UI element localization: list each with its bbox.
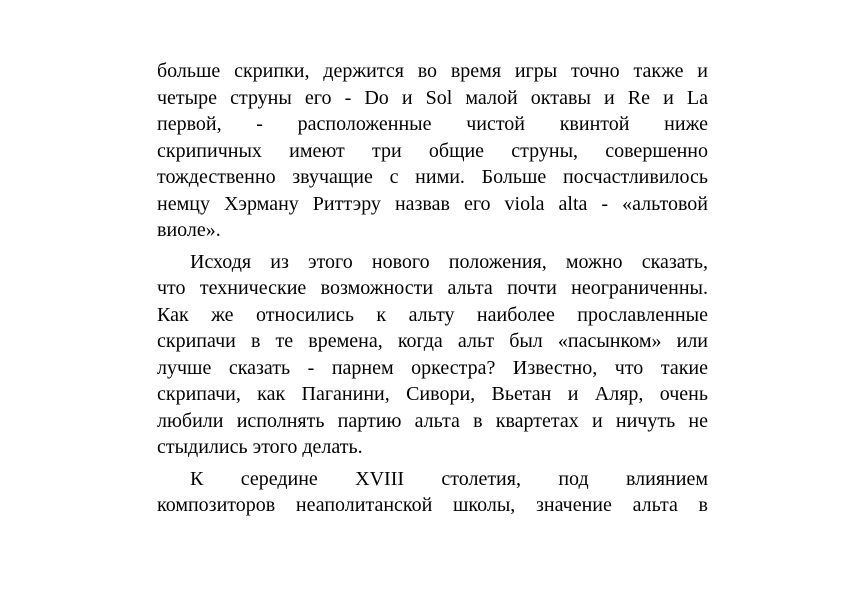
text-line: Исходя из этого нового положения, можно сказать, (190, 250, 708, 273)
text-line: композиторов неаполитанской школы, значение альта в (157, 494, 708, 516)
text-line: больше скрипки, держится во время игры точно также и (157, 60, 708, 82)
text-line: скрипачи, как Паганини, Сивори, Вьетан и Аляр, очень (157, 383, 708, 405)
text-line: стыдились этого делать. (157, 436, 363, 458)
paragraph-1 (157, 58, 708, 244)
text-line: немцу Хэрману Риттэру назвав его viola alta - «альтовой (157, 192, 708, 215)
paragraph-2 (157, 249, 708, 461)
paragraph-3 (157, 466, 708, 519)
text-line: четыре струны его - Do и Sol малой октавы и Re и La (157, 86, 708, 109)
text-line: что технические возможности альта почти неограниченны. (157, 277, 708, 299)
text-line: К середине XVIII столетия, под влиянием (190, 467, 708, 490)
text-line: Как же относились к альту наиболее прославленные (157, 303, 708, 326)
text-line: скрипачи в те времена, когда альт был «пасынком» или (157, 330, 708, 352)
text-line: виоле». (157, 219, 221, 241)
body-text (157, 58, 708, 519)
text-line: лучше сказать - парнем оркестра? Известно, что такие (157, 356, 708, 379)
text-line: первой, - расположенные чистой квинтой ниже (157, 113, 708, 135)
text-line: любили исполнять партию альта в квартетах и ничуть не (157, 409, 708, 432)
text-line: тождественно звучащие с ними. Больше посчастливилось (157, 166, 708, 188)
text-line: скрипичных имеют три общие струны, совершенно (157, 139, 708, 162)
